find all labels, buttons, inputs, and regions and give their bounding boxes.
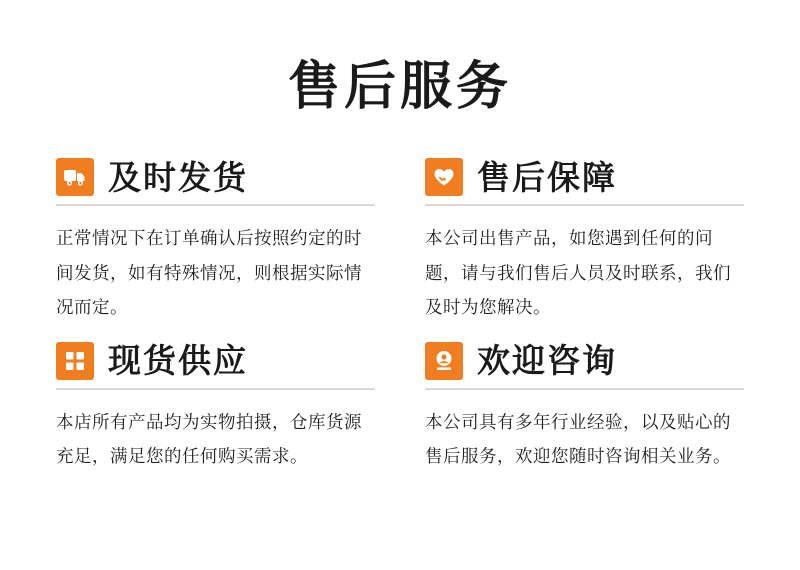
card-title: 售后保障 [477, 158, 617, 196]
truck-icon [56, 158, 94, 196]
headset-service-icon [425, 342, 463, 380]
card-body: 本店所有产品均为实物拍摄，仓库货源充足，满足您的任何购买需求。 [56, 411, 362, 466]
card-header [425, 342, 744, 390]
card-body: 本公司具有多年行业经验，以及贴心的售后服务，欢迎您随时咨询相关业务。 [425, 411, 731, 466]
service-card-in-stock-supply [56, 340, 375, 473]
card-title: 及时发货 [108, 158, 248, 196]
card-title: 现货供应 [108, 342, 248, 380]
service-card-after-sales-guarantee [425, 156, 744, 323]
page-title: 售后服务 [287, 58, 512, 116]
service-card-welcome-inquiry [425, 340, 744, 473]
card-body: 本公司出售产品，如您遇到任何的问题，请与我们售后人员及时联系，我们及时为您解决。 [425, 228, 731, 317]
card-title: 欢迎咨询 [477, 342, 617, 380]
handshake-heart-icon [425, 158, 463, 196]
card-body: 正常情况下在订单确认后按照约定的时间发货，如有特殊情况，则根据实际情况而定。 [56, 228, 362, 317]
card-header [425, 158, 744, 206]
grid-blocks-icon [56, 342, 94, 380]
service-card-grid [56, 156, 744, 473]
card-header [56, 158, 375, 206]
card-header [56, 342, 375, 390]
service-card-timely-shipping [56, 156, 375, 323]
